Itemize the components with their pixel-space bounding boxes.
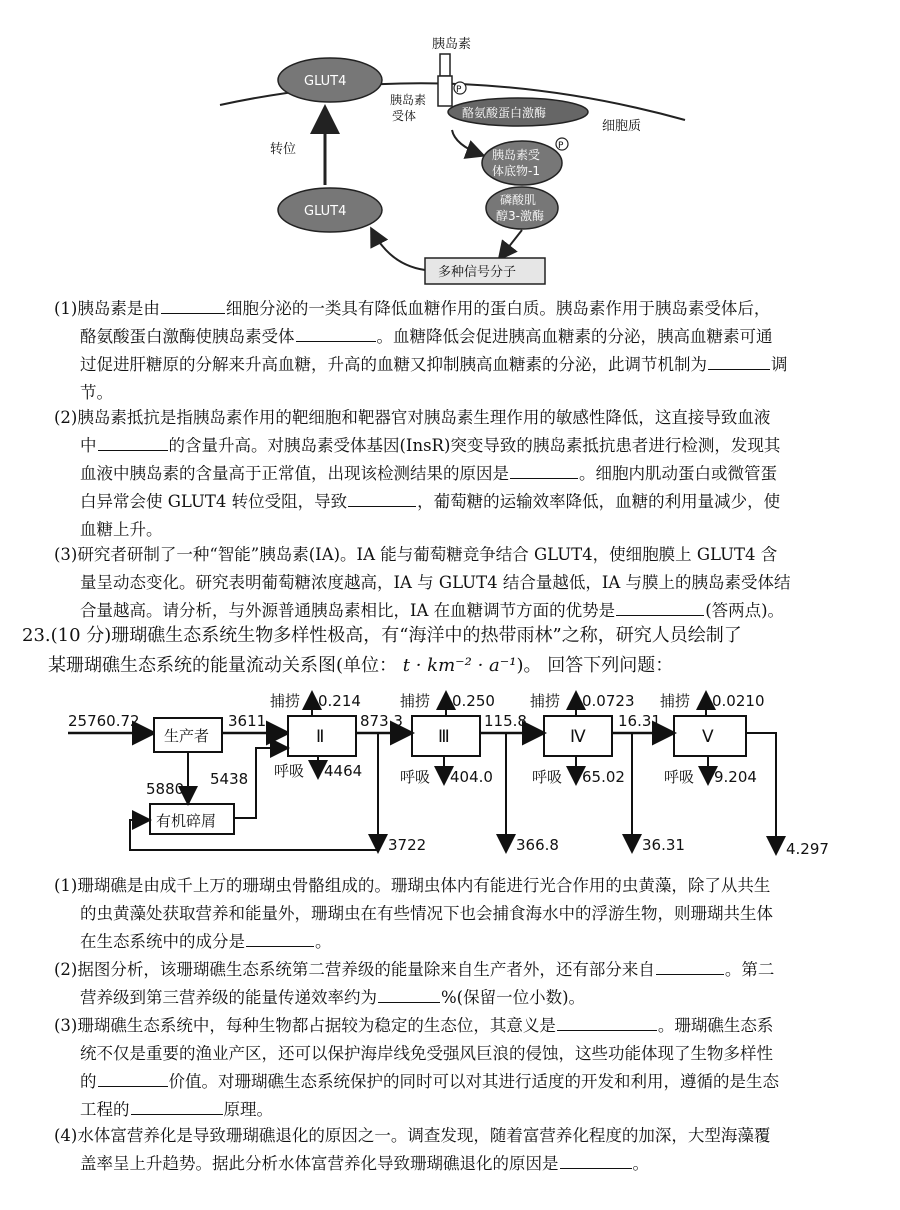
answer-blank[interactable] <box>560 1152 632 1169</box>
to-detritus-V: 4.297 <box>786 840 829 858</box>
catch-II: 0.214 <box>318 692 361 710</box>
resp-III: 404.0 <box>450 768 493 786</box>
q22-p3-line1: (3)研究者研制了一种“智能”胰岛素(IA)。IA 能与葡萄糖竞争结合 GLUT4，使细胞膜上 GLUT4 含 <box>54 545 778 564</box>
energy-flow-diagram <box>60 688 850 870</box>
resp-IV: 65.02 <box>582 768 625 786</box>
answer-blank[interactable] <box>98 434 168 451</box>
answer-blank[interactable] <box>378 986 440 1003</box>
svg-text:捕捞: 捕捞 <box>270 692 301 710</box>
svg-text:呼吸: 呼吸 <box>274 762 305 780</box>
answer-blank[interactable] <box>98 1070 168 1087</box>
to-detritus-value: 5880 <box>146 780 185 798</box>
q23-p4-line1: (4)水体富营养化是导致珊瑚礁退化的原因之一。调查发现，随着富营养化程度的加深，大型海藻覆 <box>54 1126 771 1145</box>
tyr-kinase-label: 酪氨酸蛋白激酶 <box>462 106 547 120</box>
q23-header-line1: 23.(10 分)珊瑚礁生态系统生物多样性极高，有“海洋中的热带雨林”之称，研究人员绘制了 <box>22 625 742 646</box>
answer-blank[interactable] <box>656 958 724 975</box>
svg-text:受体: 受体 <box>392 109 417 123</box>
transfer-II-III: 873.3 <box>360 712 403 730</box>
svg-text:磷酸肌: 磷酸肌 <box>500 193 537 207</box>
q23-p1-line1: (1)珊瑚礁是由成千上万的珊瑚虫骨骼组成的。珊瑚虫体内有能进行光合作用的虫黄藻，除了从共生 <box>54 876 771 895</box>
to-detritus-II: 3722 <box>388 836 427 854</box>
transfer-IV-V: 16.31 <box>618 712 661 730</box>
answer-blank[interactable] <box>616 599 704 616</box>
svg-text:胰岛素受: 胰岛素受 <box>492 148 541 162</box>
svg-text:Ⅱ: Ⅱ <box>316 727 325 747</box>
svg-text:呼吸: 呼吸 <box>532 768 563 786</box>
signal-molecules-label: 多种信号分子 <box>438 265 517 280</box>
insulin-receptor-shape <box>440 54 450 76</box>
answer-blank[interactable] <box>348 490 416 507</box>
insulin-label: 胰岛素 <box>432 37 472 52</box>
answer-blank[interactable] <box>131 1098 223 1115</box>
q23-header-line2: 某珊瑚礁生态系统的能量流动关系图(单位： t · km⁻² · a⁻¹)。 回答下列问题： <box>48 655 674 676</box>
svg-text:Ⅴ: Ⅴ <box>702 727 714 747</box>
solar-input-value: 25760.72 <box>68 712 140 730</box>
svg-text:呼吸: 呼吸 <box>400 768 431 786</box>
svg-text:捕捞: 捕捞 <box>530 692 561 710</box>
svg-text:胰岛素: 胰岛素 <box>390 93 427 107</box>
producer-to-II-value: 3611 <box>228 712 267 730</box>
catch-III: 0.250 <box>452 692 495 710</box>
energy-unit: t · km⁻² · a⁻¹ <box>402 655 517 676</box>
svg-text:P: P <box>456 85 462 95</box>
glut4-top-label: GLUT4 <box>304 74 347 89</box>
resp-V: 9.204 <box>714 768 757 786</box>
svg-text:呼吸: 呼吸 <box>664 768 695 786</box>
q22-p1-line1: (1)胰岛素是由 细胞分泌的一类具有降低血糖作用的蛋白质。胰岛素作用于胰岛素受体后， <box>54 299 771 318</box>
svg-text:捕捞: 捕捞 <box>660 692 691 710</box>
q23-p2-line1: (2)据图分析，该珊瑚礁生态系统第二营养级的能量除来自生产者外，还有部分来自 。第二 <box>54 960 775 979</box>
answer-blank[interactable] <box>161 297 225 314</box>
insulin-signaling-diagram <box>200 30 700 295</box>
answer-blank[interactable] <box>557 1014 657 1031</box>
detritus-to-II-value: 5438 <box>210 770 249 788</box>
resp-II: 4464 <box>324 762 363 780</box>
q22-p2-line1: (2)胰岛素抵抗是指胰岛素作用的靶细胞和靶器官对胰岛素生理作用的敏感性降低，这直接导致血液 <box>54 408 771 427</box>
catch-IV: 0.0723 <box>582 692 635 710</box>
transfer-III-IV: 115.8 <box>484 712 527 730</box>
to-detritus-III: 366.8 <box>516 836 559 854</box>
answer-blank[interactable] <box>296 325 376 342</box>
svg-text:Ⅳ: Ⅳ <box>570 727 586 747</box>
svg-text:P: P <box>558 141 564 151</box>
translocation-label: 转位 <box>270 142 297 157</box>
q23-p3-line1: (3)珊瑚礁生态系统中，每种生物都占据较为稳定的生态位，其意义是 。珊瑚礁生态系 <box>54 1016 774 1035</box>
answer-blank[interactable] <box>708 353 770 370</box>
glut4-bottom-label: GLUT4 <box>304 204 347 219</box>
detritus-label: 有机碎屑 <box>156 812 217 830</box>
svg-text:Ⅲ: Ⅲ <box>438 727 450 747</box>
svg-text:体底物-1: 体底物-1 <box>492 164 540 178</box>
cytoplasm-label: 细胞质 <box>602 119 642 134</box>
producer-label: 生产者 <box>164 727 210 745</box>
answer-blank[interactable] <box>246 930 314 947</box>
catch-V: 0.0210 <box>712 692 765 710</box>
answer-blank[interactable] <box>510 462 578 479</box>
svg-text:醇3-激酶: 醇3-激酶 <box>496 209 544 223</box>
to-detritus-IV: 36.31 <box>642 836 685 854</box>
svg-text:捕捞: 捕捞 <box>400 692 431 710</box>
